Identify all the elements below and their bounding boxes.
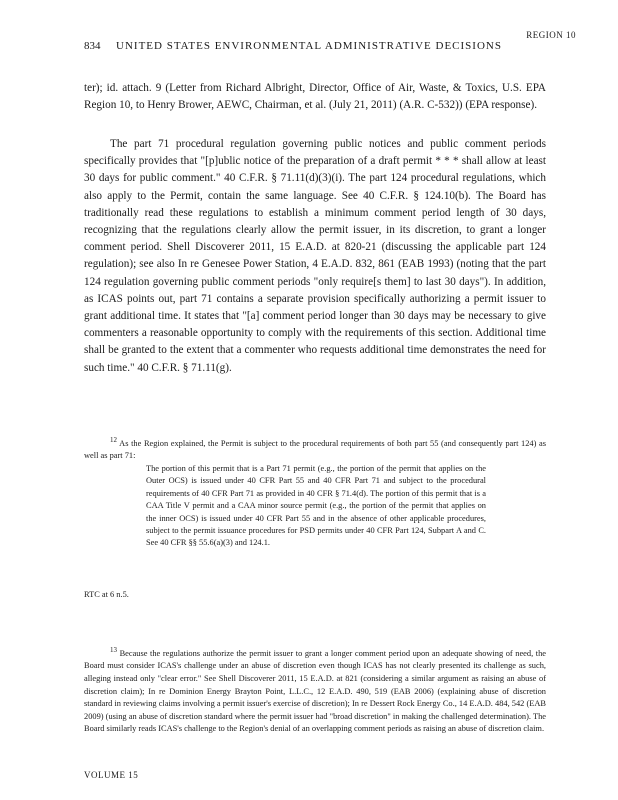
footnote-2	[84, 644, 546, 736]
footnote-1-blockquote: The portion of this permit that is a Part 71 permit (e.g., the portion of the permit that applies on the Outer OCS) is issued under 40 CFR Part 55 and 40 CFR Part 71 and subject to the procedural requirements of 40 CFR Part 71 as provided in 40 CFR § 71.4(d). The portion of this permit that is a CAA Title V permit and a CAA minor source permit (e.g., the portion of the permit that applies on the inner OCS) is issued under 40 CFR Part 55 and in the absence of other applicable procedures, subject to the permit issuance procedures for PSD permits under 40 CFR Part 124, Subpart A and C. See 40 CFR §§ 55.6(a)(3) and 124.1.	[146, 464, 486, 548]
footnote-1-text: As the Region explained, the Permit is subject to the procedural requirements of both part 55 (and consequently part 124) as well as part 71:	[84, 438, 546, 461]
footnote-2-marker: 13	[110, 646, 117, 654]
page-number: 834	[84, 40, 101, 52]
paragraph-2: The part 71 procedural regulation governing public notices and public comment periods specifically provides that "[p]ublic notice of the preparation of a draft permit * * * shall allow at least 30 days for public comment." 40 C.F.R. § 71.11(d)(3)(i). The part 124 procedural regulations, which also apply to the Permit, contain the same language. See 40 C.F.R. § 124.10(b). The Board has traditionally read these regulations to establish a minimum comment period length of 30 days, recognizing that the regulations clearly allow the permit issuer, in its discretion, to grant a longer comment period. Shell Discoverer 2011, 15 E.A.D. at 820-21 (discussing the applicable part 124 regulation); see also In re Genesee Power Station, 4 E.A.D. 832, 861 (EAB 1993) (noting that the part 124 regulation governing public comment periods "only require[s them] to last 30 days"). In addition, as ICAS points out, part 71 contains a separate provision specifically authorizing a permit issuer to grant additional time. It states that "[a] comment period longer than 30 days may be necessary to give commenters a reasonable opportunity to comply with the requirements of this section. Additional time shall be granted to the extent that a commenter who requests additional time demonstrates the need for such time." 40 C.F.R. § 71.11(g).	[84, 138, 546, 374]
case-ref: REGION 10	[526, 30, 576, 40]
footnote-1-intro	[84, 434, 546, 463]
footnote-1-citation: RTC at 6 n.5.	[84, 590, 129, 599]
running-title: UNITED STATES ENVIRONMENTAL ADMINISTRATIVE DECISIONS	[116, 40, 502, 52]
footnote-1-marker: 12	[110, 436, 117, 444]
footnote-2-text: Because the regulations authorize the permit issuer to grant a longer comment period upon an adequate showing of need, the Board must consider ICAS's challenge under an abuse of discretion even though ICAS has not clearly presented its challenge as such, alleging instead only "clear error." See Shell Discoverer 2011, 15 E.A.D. at 821 (considering a similar argument as raising an abuse of discretion claim); In re Dominion Energy Brayton Point, L.L.C., 12 E.A.D. 490, 519 (EAB 2006) (explaining abuse of discretion standard in reviewing claims involving a permit issuer's exercise of discretion); In re Dessert Rock Energy Co., 14 E.A.D. 484, 542 (EAB 2009) (using an abuse of discretion standard where the permit issuer had "broad discretion" in making the challenged determination). The Board similarly reads ICAS's challenge to the Region's denial of an overlapping comment periods as raising an abuse of discretion claim.	[84, 648, 546, 734]
volume-footer: VOLUME 15	[84, 770, 139, 780]
paragraph-1: ter); id. attach. 9 (Letter from Richard Albright, Director, Office of Air, Waste, & Toxics, U.S. EPA Region 10, to Henry Brower, AEWC, Chairman, et al. (July 21, 2011) (A.R. C-532)) (EPA response).	[84, 82, 546, 112]
